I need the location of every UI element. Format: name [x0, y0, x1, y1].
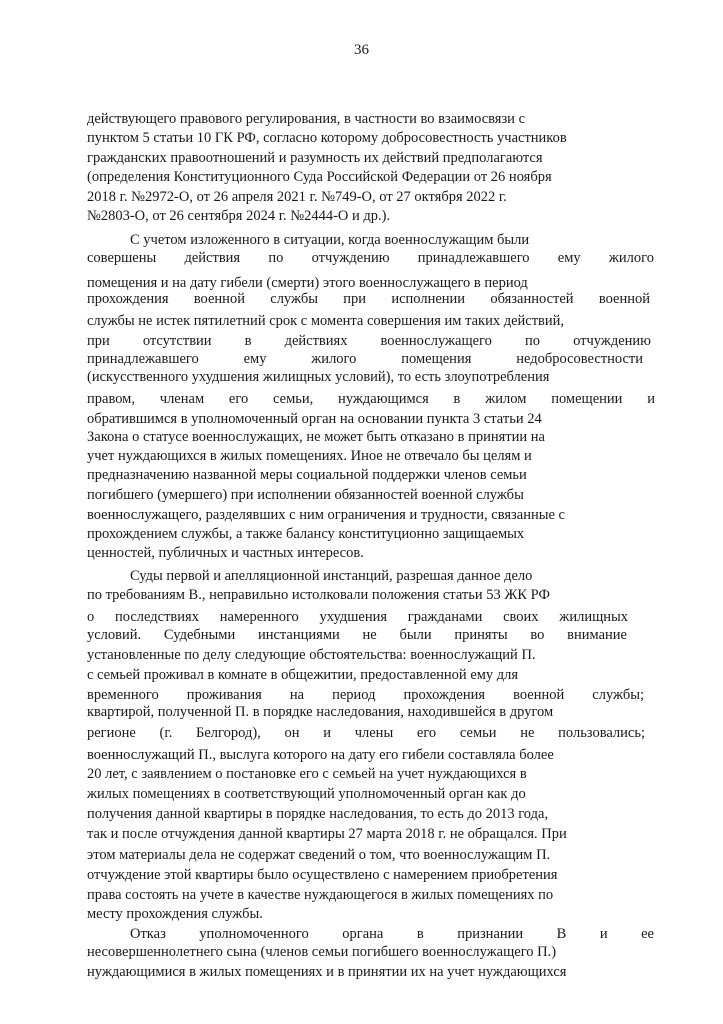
- text-line: жилых помещениях в соответствующий уполномоченный орган как до: [87, 786, 526, 802]
- text-line: получения данной квартиры в порядке наследования, то есть до 2013 года,: [87, 806, 549, 822]
- text-line: пунктом 5 статьи 10 ГК РФ, согласно которому добросовестность участников: [87, 130, 567, 146]
- text-line: обратившимся в уполномоченный орган на основании пункта 3 статьи 24: [87, 411, 542, 427]
- text-line: права состоять на учете в качестве нуждающегося в жилых помещениях по: [87, 887, 554, 903]
- text-line: так и после отчуждения данной квартиры 27 марта 2018 г. не обращался. При: [87, 826, 567, 842]
- text-line: службы не истек пятилетний срок с момента совершения им таких действий,: [87, 313, 565, 329]
- text-line: Суды первой и апелляционной инстанций, разрешая данное дело: [130, 568, 533, 584]
- text-line: месту прохождения службы.: [87, 906, 263, 922]
- text-line: этом материалы дела не содержат сведений о том, что военнослужащим П.: [87, 847, 551, 863]
- text-line: военнослужащего, разделявших с ним ограничения и трудности, связанные с: [87, 507, 565, 523]
- text-line: (искусственного ухудшения жилищных условий), то есть злоупотребления: [87, 369, 550, 385]
- text-line: условий. Судебными инстанциями не были приняты во внимание: [87, 627, 627, 643]
- text-line: по требованиям В., неправильно истолковали положения статьи 53 ЖК РФ: [87, 587, 550, 603]
- text-line: Отказ уполномоченного органа в признании В и ее: [130, 926, 654, 942]
- text-line: действующего правового регулирования, в частности во взаимосвязи с: [87, 111, 526, 127]
- text-line: совершены действия по отчуждению принадлежавшего ему жилого: [87, 250, 654, 266]
- page-number: 36: [354, 42, 369, 58]
- text-line: регионе (г. Белгород), он и члены его семьи не пользовались;: [87, 725, 645, 741]
- text-line: отчуждение этой квартиры было осуществлено с намерением приобретения: [87, 867, 558, 883]
- text-line: 2018 г. №2972-О, от 26 апреля 2021 г. №749-О, от 27 октября 2022 г.: [87, 189, 507, 205]
- text-line: установленные по делу следующие обстоятельства: военнослужащий П.: [87, 647, 536, 663]
- text-line: 20 лет, с заявлением о постановке его с семьей на учет нуждающихся в: [87, 766, 527, 782]
- text-line: принадлежавшего ему жилого помещения недобросовестности: [87, 351, 643, 367]
- text-line: временного проживания на период прохождения военной службы;: [87, 687, 644, 703]
- text-line: о последствиях намеренного ухудшения гражданами своих жилищных: [87, 609, 628, 625]
- text-line: учет нуждающихся в жилых помещениях. Иное не отвечало бы целям и: [87, 448, 532, 464]
- text-line: нуждающимися в жилых помещениях и в принятии их на учет нуждающихся: [87, 964, 567, 980]
- text-line: несовершеннолетнего сына (членов семьи погибшего военнослужащего П.): [87, 944, 557, 960]
- text-line: Закона о статусе военнослужащих, не может быть отказано в принятии на: [87, 429, 545, 445]
- text-line: военнослужащий П., выслуга которого на дату его гибели составляла более: [87, 747, 554, 763]
- text-line: ценностей, публичных и частных интересов.: [87, 545, 364, 561]
- text-line: предназначению названной меры социальной поддержки членов семьи: [87, 467, 527, 483]
- text-line: прохождения военной службы при исполнении обязанностей военной: [87, 291, 650, 307]
- text-line: с семьей проживал в комнате в общежитии, предоставленной ему для: [87, 667, 519, 683]
- text-line: погибшего (умершего) при исполнении обязанностей военной службы: [87, 487, 524, 503]
- text-line: помещения и на дату гибели (смерти) этого военнослужащего в период: [87, 275, 528, 291]
- text-line: правом, членам его семьи, нуждающимся в жилом помещении и: [87, 391, 655, 407]
- text-line: при отсутствии в действиях военнослужащего по отчуждению: [87, 333, 651, 349]
- text-line: С учетом изложенного в ситуации, когда военнослужащим были: [130, 232, 530, 248]
- text-line: прохождением службы, а также балансу конституционно защищаемых: [87, 526, 525, 542]
- text-line: №2803-О, от 26 сентября 2024 г. №2444-О и др.).: [87, 208, 391, 224]
- text-line: (определения Конституционного Суда Российской Федерации от 26 ноября: [87, 169, 552, 185]
- text-line: гражданских правоотношений и разумность их действий предполагаются: [87, 150, 543, 166]
- text-line: квартирой, полученной П. в порядке наследования, находившейся в другом: [87, 704, 554, 720]
